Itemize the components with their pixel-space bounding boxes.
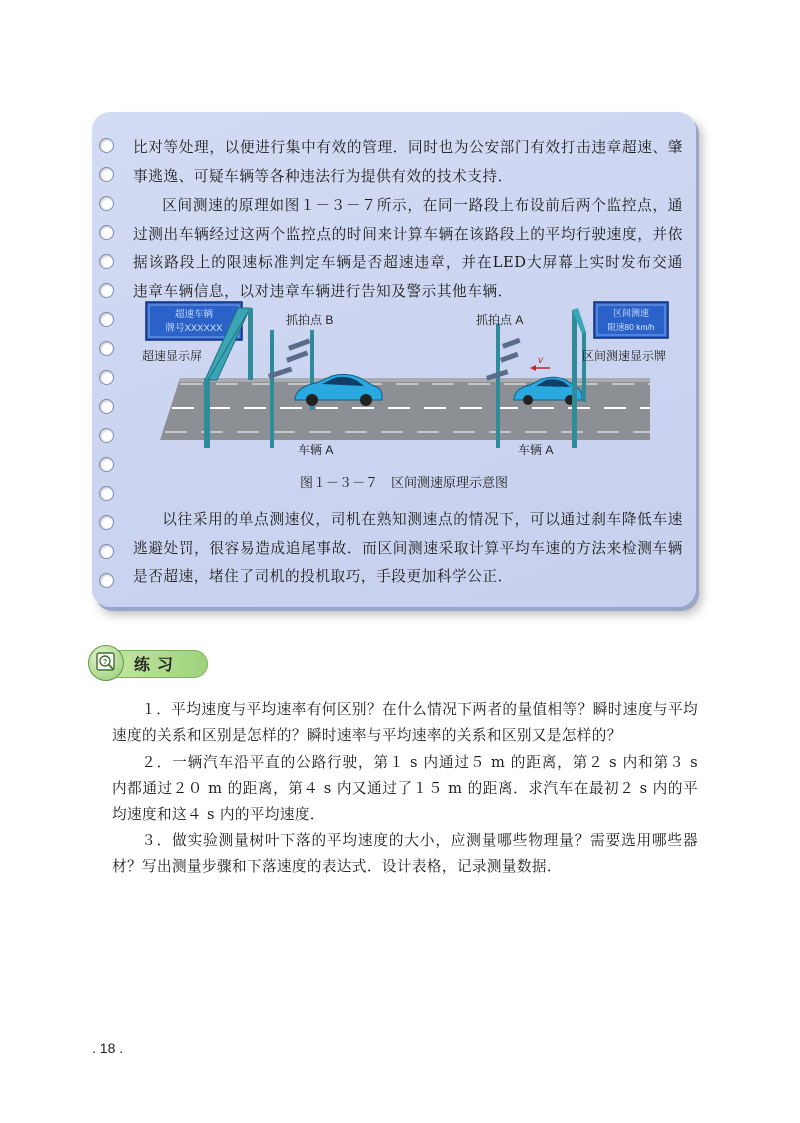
left-board-line2: 牌号XXXXXX (165, 323, 223, 334)
binder-ring (99, 167, 114, 182)
svg-text:?: ? (102, 659, 108, 666)
left-board-label: 超速显示屏 (142, 349, 203, 363)
binder-ring (99, 428, 114, 443)
notebook-paragraph-2: 区间测速的原理如图１－３－７所示，在同一路段上布设前后两个监控点，通过测出车辆经过这两个监控点的时间来计算车辆在该路段上的平均行驶速度，并依据该路段上的限速标准判定车辆是否超速违章，并在LED大屏幕上实时发布交通违章车辆信息，以对违章车辆进行告知及警示其他车辆． (133, 197, 683, 300)
right-board-line1: 区间测速 (612, 308, 650, 318)
left-board-line1: 超速车辆 (174, 309, 214, 320)
notebook-paragraph-1: 比对等处理，以便进行集中有效的管理．同时也为公安部门有效打击违章超速、肇事逃逸、可疑车辆等各种违法行为提供有效的技术支持． (133, 139, 683, 185)
binder-ring (99, 225, 114, 240)
binder-ring (99, 341, 114, 356)
binder-ring (99, 283, 114, 298)
car-left-label: 车辆 A (298, 443, 334, 457)
exercise-badge (88, 645, 124, 681)
velocity-label: v (538, 355, 543, 366)
figure-illustration (120, 300, 670, 470)
figure-caption: 图１－３－７ 区间测速原理示意图 (300, 475, 509, 490)
binder-ring (99, 196, 114, 211)
point-a-label: 抓拍点 A (476, 313, 524, 327)
notebook-paragraph-3: 以往采用的单点测速仪，司机在熟知测速点的情况下，可以通过刹车降低车速逃避处罚，很容易造成追尾事故．而区间测速采取计算平均车速的方法来检测车辆是否超速，堵住了司机的投机取巧，手段更加科学公正． (133, 511, 683, 585)
binder-ring (99, 573, 114, 588)
binder-ring (99, 254, 114, 269)
speed-trap-figure (120, 300, 670, 470)
binder-ring (99, 515, 114, 530)
question-3: ３．做实验测量树叶下落的平均速度的大小，应测量哪些物理量？需要选用哪些器材？写出测量步骤和下落速度的表达式．设计表格，记录测量数据． (112, 832, 698, 875)
binder-ring (99, 399, 114, 414)
right-board-label: 区间测速显示牌 (582, 349, 667, 363)
question-2: ２．一辆汽车沿平直的公路行驶，第１ s 内通过５ m 的距离，第２ s 内和第３ s 内都通过２０ m 的距离，第４ s 内又通过了１５ m 的距离．求汽车在最初２ s 内的平均速度和这４ s 内的平均速度． (112, 754, 698, 823)
car-right-label: 车辆 A (518, 443, 554, 457)
binder-ring (99, 138, 114, 153)
binder-ring (99, 486, 114, 501)
page-number: . 18 . (92, 1040, 124, 1056)
question-1: １．平均速度与平均速率有何区别？在什么情况下两者的量值相等？瞬时速度与平均速度的关系和区别是怎样的？瞬时速率与平均速率的关系和区别又是怎样的？ (112, 701, 698, 744)
binder-ring (99, 457, 114, 472)
right-board-line2: 限速80 km/h (607, 322, 655, 332)
exercise-title: 练习 (134, 655, 181, 674)
magnifier-question-icon (89, 646, 123, 680)
point-b-label: 抓拍点 B (286, 313, 334, 327)
binder-ring (99, 544, 114, 559)
binder-ring (99, 370, 114, 385)
exercise-header (88, 645, 208, 681)
binder-ring (99, 312, 114, 327)
